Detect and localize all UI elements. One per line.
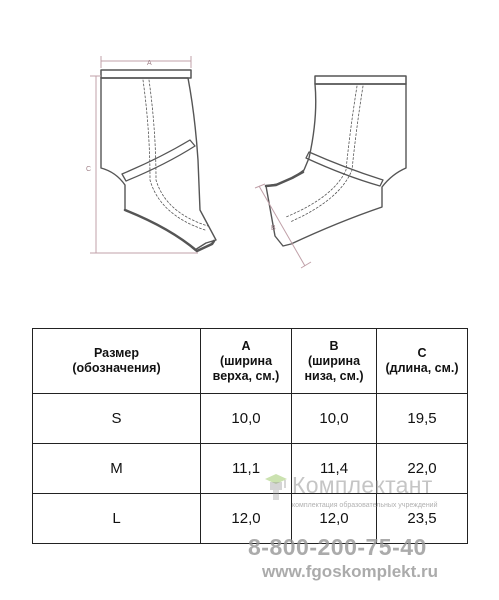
watermark <box>248 470 499 600</box>
table-header-row <box>33 329 468 394</box>
graduation-cap-icon <box>264 472 288 502</box>
dimension-label-a: A <box>147 60 152 67</box>
header-line: B <box>329 338 339 353</box>
header-width-bottom <box>292 329 377 394</box>
value-cell: 12,0 <box>292 494 377 544</box>
header-line: (обозначения) <box>72 361 161 375</box>
header-line: (длина, см.) <box>385 361 459 375</box>
value-cell: 10,0 <box>292 394 377 444</box>
dimension-label-b: B <box>271 225 276 232</box>
value-cell: 23,5 <box>377 494 468 544</box>
watermark-site: www.fgoskomplekt.ru <box>262 562 439 581</box>
header-size <box>33 329 201 394</box>
value-cell: 12,0 <box>201 494 292 544</box>
dimension-label-c: C <box>86 166 92 173</box>
size-cell: S <box>33 394 201 444</box>
watermark-phone: 8-800-200-75-40 <box>248 534 427 560</box>
size-cell: L <box>33 494 201 544</box>
size-cell: M <box>33 444 201 494</box>
watermark-brand: Комплектант <box>292 472 433 498</box>
value-cell: 11,4 <box>292 444 377 494</box>
header-line: (ширина <box>219 353 273 368</box>
value-cell: 22,0 <box>377 444 468 494</box>
table-row <box>33 394 468 444</box>
value-cell: 11,1 <box>201 444 292 494</box>
header-line: низа, см.) <box>304 368 364 383</box>
right-sock-drawing <box>266 76 406 246</box>
header-line: верха, см.) <box>212 368 280 383</box>
left-sock-drawing <box>101 70 216 251</box>
dimension-lines-right <box>255 184 311 268</box>
watermark-tagline: комплектация образовательных учреждений <box>292 502 438 509</box>
header-width-top <box>201 329 292 394</box>
header-line: (ширина <box>307 353 361 368</box>
value-cell: 10,0 <box>201 394 292 444</box>
header-line: Размер <box>93 346 139 360</box>
header-line: C <box>417 346 427 360</box>
header-line: A <box>241 338 251 353</box>
header-length <box>377 329 468 394</box>
value-cell: 19,5 <box>377 394 468 444</box>
